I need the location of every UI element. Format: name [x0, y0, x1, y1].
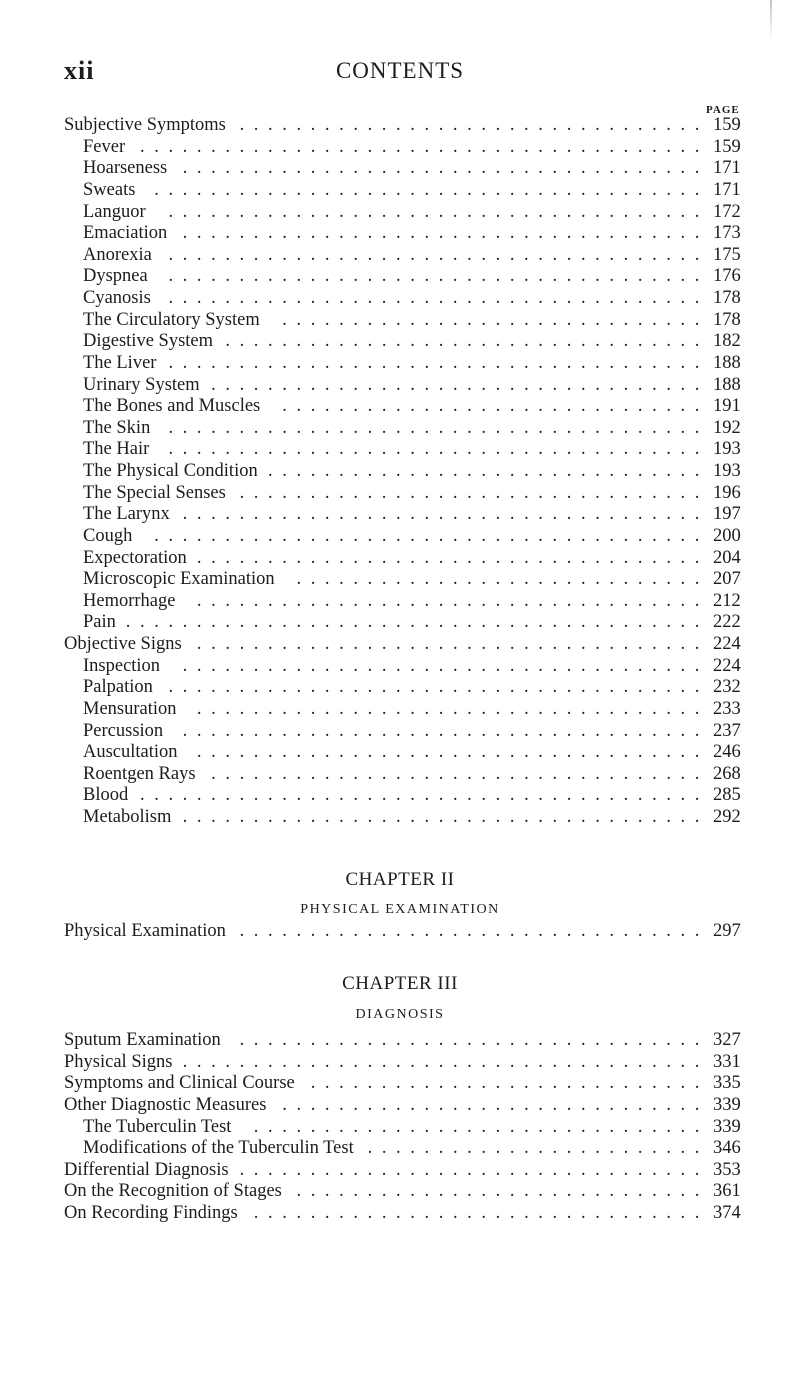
- toc-entry-page: 176: [713, 266, 741, 287]
- toc-entry-page: 285: [713, 785, 741, 806]
- toc-entry-title: Pain: [83, 612, 116, 633]
- toc-entry-title: Auscultation: [83, 742, 178, 763]
- toc-entry: [0, 331, 800, 353]
- toc-entry-page: 182: [713, 331, 741, 352]
- toc-entry-title: Objective Signs: [64, 634, 182, 654]
- toc-entry-title: Physical Examination: [64, 921, 226, 941]
- toc-entry-title: Dyspnea: [83, 266, 148, 287]
- toc-entry-title: Inspection: [83, 655, 161, 676]
- toc-entry-page: 224: [713, 634, 741, 654]
- toc-entry-page: 178: [713, 309, 741, 330]
- toc-entry-title: Languor: [83, 201, 146, 222]
- dot-leader: ................................: [253, 1116, 709, 1137]
- dot-leader: .....................................: [182, 158, 709, 179]
- toc-entry-page: 331: [713, 1051, 741, 1072]
- toc-entry: [0, 418, 800, 440]
- dot-leader: .................................: [239, 921, 709, 941]
- dot-leader: ....................................: [196, 590, 709, 611]
- toc-chapter-3: [0, 1030, 800, 1225]
- toc-entry: [0, 742, 800, 764]
- toc-entry: [0, 785, 800, 807]
- page-title: CONTENTS: [335, 58, 465, 83]
- toc-entry: [0, 353, 800, 375]
- toc-entry: [0, 1203, 800, 1225]
- toc-entry-page: 361: [713, 1181, 741, 1202]
- dot-leader: ......................................: [168, 677, 709, 698]
- toc-entry-title: The Larynx: [83, 504, 170, 525]
- toc-entry-page: 232: [713, 677, 741, 698]
- toc-entry-title: Symptoms and Clinical Course: [64, 1073, 295, 1094]
- dot-leader: .......................................: [154, 525, 709, 546]
- toc-entry-title: Blood: [83, 785, 129, 806]
- toc-entry-title: Expectoration: [83, 547, 187, 568]
- toc-entry: [0, 721, 800, 743]
- dot-leader: ....................................: [196, 742, 709, 763]
- toc-entry-title: The Hair: [83, 439, 150, 460]
- toc-entry-title: The Skin: [83, 417, 151, 438]
- toc-entry: [0, 396, 800, 418]
- dot-leader: .....................................: [182, 504, 709, 525]
- toc-entry-title: The Bones and Muscles: [83, 396, 261, 417]
- toc-entry-page: 196: [713, 482, 741, 503]
- dot-leader: ................................: [253, 1203, 709, 1223]
- toc-entry: [0, 548, 800, 570]
- dot-leader: .........................................: [126, 612, 709, 633]
- toc-entry-title: Microscopic Examination: [83, 569, 275, 590]
- toc-entry-title: Other Diagnostic Measures: [64, 1094, 267, 1115]
- toc-entry-title: Hoarseness: [83, 158, 168, 179]
- dot-leader: ......................................: [168, 439, 709, 460]
- toc-entry-title: Sputum Examination: [64, 1030, 221, 1050]
- toc-entry-page: 171: [713, 158, 741, 179]
- toc-entry: [0, 807, 800, 829]
- toc-entry-title: Differential Diagnosis: [64, 1159, 229, 1180]
- toc-entry: [0, 439, 800, 461]
- toc-entry-title: Physical Signs: [64, 1051, 173, 1072]
- dot-leader: .....................................: [182, 720, 709, 741]
- dot-leader: .................................: [239, 115, 709, 135]
- toc-entry-page: 207: [713, 569, 741, 590]
- toc-entry-title: Cyanosis: [83, 288, 151, 308]
- toc-entry-page: 222: [713, 612, 741, 633]
- toc-entry-title: Modifications of the Tuberculin Test: [83, 1138, 354, 1159]
- toc-entry-page: 346: [713, 1138, 741, 1159]
- toc-entry: [0, 1117, 800, 1139]
- page-column-label: PAGE: [706, 104, 740, 116]
- toc-entry-page: 175: [713, 244, 741, 265]
- toc-entry: [0, 375, 800, 397]
- dot-leader: ........................................: [140, 785, 709, 806]
- toc-entry-page: 237: [713, 720, 741, 741]
- toc-entry: [0, 245, 800, 267]
- toc-entry-page: 193: [713, 461, 741, 481]
- toc-entry-title: On the Recognition of Stages: [64, 1181, 282, 1202]
- dot-leader: .................................: [239, 482, 709, 503]
- toc-chapter-2: [0, 921, 800, 943]
- dot-leader: ....................................: [196, 698, 709, 719]
- toc-entry-page: 292: [713, 807, 741, 827]
- toc-entry-title: Metabolism: [83, 807, 172, 827]
- dot-leader: .....................................: [182, 655, 709, 676]
- toc-entry-title: Sweats: [83, 179, 136, 200]
- toc-entry: [0, 483, 800, 505]
- page-number: xii: [64, 56, 95, 85]
- toc-entry: [0, 921, 800, 943]
- dot-leader: .....................................: [182, 807, 709, 827]
- dot-leader: ..............................: [282, 1094, 709, 1115]
- toc-entry-page: 200: [713, 525, 741, 546]
- toc-entry-title: Mensuration: [83, 698, 177, 719]
- toc-entry: [0, 266, 800, 288]
- toc-entry-page: 212: [713, 590, 741, 611]
- chapter-3-heading: CHAPTER III: [342, 973, 458, 994]
- toc-entry: [0, 1095, 800, 1117]
- toc-entry-page: 339: [713, 1094, 741, 1115]
- toc-entry-page: 374: [713, 1203, 741, 1223]
- toc-entry-page: 159: [713, 115, 741, 135]
- toc-entry-title: Palpation: [83, 677, 153, 698]
- dot-leader: ........................................: [140, 136, 709, 157]
- dot-leader: ..................................: [225, 331, 709, 352]
- dot-leader: ......................................: [168, 352, 709, 373]
- toc-entry-page: 178: [713, 288, 741, 308]
- toc-entry-page: 159: [713, 136, 741, 157]
- toc-entry: [0, 137, 800, 159]
- toc-entry: [0, 591, 800, 613]
- toc-entry-page: 188: [713, 352, 741, 373]
- toc-entry: [0, 526, 800, 548]
- toc-entry-title: The Special Senses: [83, 482, 226, 503]
- toc-entry: [0, 504, 800, 526]
- toc-entry-page: 268: [713, 763, 741, 784]
- toc-entry-page: 297: [713, 921, 741, 941]
- dot-leader: ......................................: [168, 288, 709, 308]
- dot-leader: ......................................: [168, 417, 709, 438]
- toc-entry: [0, 569, 800, 591]
- dot-leader: ......................................: [168, 266, 709, 287]
- dot-leader: .................................: [239, 1030, 709, 1050]
- toc-entry: [0, 223, 800, 245]
- toc-entry-page: 327: [713, 1030, 741, 1050]
- toc-entry-page: 246: [713, 742, 741, 763]
- dot-leader: .............................: [296, 569, 709, 590]
- toc-entry-title: Fever: [83, 136, 126, 157]
- toc-entry: [0, 764, 800, 786]
- dot-leader: .............................: [296, 1181, 709, 1202]
- toc-entry-page: 335: [713, 1073, 741, 1094]
- chapter-2-subheading: PHYSICAL EXAMINATION: [300, 902, 500, 917]
- toc-entry: [0, 158, 800, 180]
- dot-leader: ............................: [310, 1073, 709, 1094]
- toc-entry-title: Urinary System: [83, 374, 200, 395]
- toc-entry: [0, 1030, 800, 1052]
- dot-leader: .......................................: [154, 179, 709, 200]
- toc-entry-page: 224: [713, 655, 741, 676]
- toc-entry-title: Hemorrhage: [83, 590, 176, 611]
- toc-entry-page: 193: [713, 439, 741, 460]
- toc-entry: [0, 1160, 800, 1182]
- toc-entry: [0, 461, 800, 483]
- toc-entry-page: 173: [713, 223, 741, 244]
- toc-entry-page: 197: [713, 504, 741, 525]
- dot-leader: .................................: [239, 1159, 709, 1180]
- toc-entry-page: 188: [713, 374, 741, 395]
- toc-entry-page: 171: [713, 179, 741, 200]
- toc-entry: [0, 202, 800, 224]
- toc-section-1: [0, 115, 800, 829]
- toc-entry: [0, 612, 800, 634]
- toc-entry-title: Percussion: [83, 720, 164, 741]
- dot-leader: ...............................: [268, 461, 709, 481]
- toc-entry-page: 339: [713, 1116, 741, 1137]
- toc-entry: [0, 1052, 800, 1074]
- toc-entry: [0, 656, 800, 678]
- toc-entry: [0, 115, 800, 137]
- toc-entry-title: The Tuberculin Test: [83, 1116, 232, 1137]
- dot-leader: ......................................: [168, 201, 709, 222]
- toc-entry-page: 204: [713, 547, 741, 568]
- toc-entry-title: On Recording Findings: [64, 1203, 238, 1223]
- dot-leader: .....................................: [182, 1051, 709, 1072]
- scan-edge-mark: [770, 0, 772, 40]
- dot-leader: ......................................: [168, 244, 709, 265]
- dot-leader: ..............................: [282, 309, 709, 330]
- toc-entry-page: 192: [713, 417, 741, 438]
- dot-leader: .....................................: [182, 223, 709, 244]
- toc-entry-page: 172: [713, 201, 741, 222]
- toc-entry-title: The Circulatory System: [83, 309, 260, 330]
- toc-entry: [0, 310, 800, 332]
- toc-entry: [0, 1181, 800, 1203]
- toc-entry-title: Roentgen Rays: [83, 763, 196, 784]
- toc-entry-title: Cough: [83, 525, 133, 546]
- toc-entry-title: Anorexia: [83, 244, 152, 265]
- toc-entry-page: 191: [713, 396, 741, 417]
- dot-leader: ....................................: [196, 634, 709, 654]
- toc-entry: [0, 288, 800, 310]
- dot-leader: ...................................: [211, 763, 709, 784]
- toc-entry: [0, 634, 800, 656]
- toc-entry-title: Emaciation: [83, 223, 168, 244]
- chapter-2-heading: CHAPTER II: [345, 869, 455, 890]
- toc-entry: [0, 699, 800, 721]
- toc-entry-page: 353: [713, 1159, 741, 1180]
- dot-leader: ...................................: [211, 374, 709, 395]
- chapter-3-subheading: DIAGNOSIS: [355, 1007, 445, 1022]
- dot-leader: ....................................: [197, 547, 709, 568]
- toc-entry-title: Subjective Symptoms: [64, 115, 226, 135]
- toc-entry-page: 233: [713, 698, 741, 719]
- dot-leader: ........................: [367, 1138, 709, 1159]
- toc-entry: [0, 1138, 800, 1160]
- toc-entry-title: The Physical Condition: [83, 461, 258, 481]
- dot-leader: ..............................: [282, 396, 709, 417]
- toc-entry-title: The Liver: [83, 352, 157, 373]
- toc-entry: [0, 180, 800, 202]
- toc-entry-title: Digestive System: [83, 331, 214, 352]
- toc-entry: [0, 677, 800, 699]
- toc-entry: [0, 1073, 800, 1095]
- page-header: [0, 56, 800, 90]
